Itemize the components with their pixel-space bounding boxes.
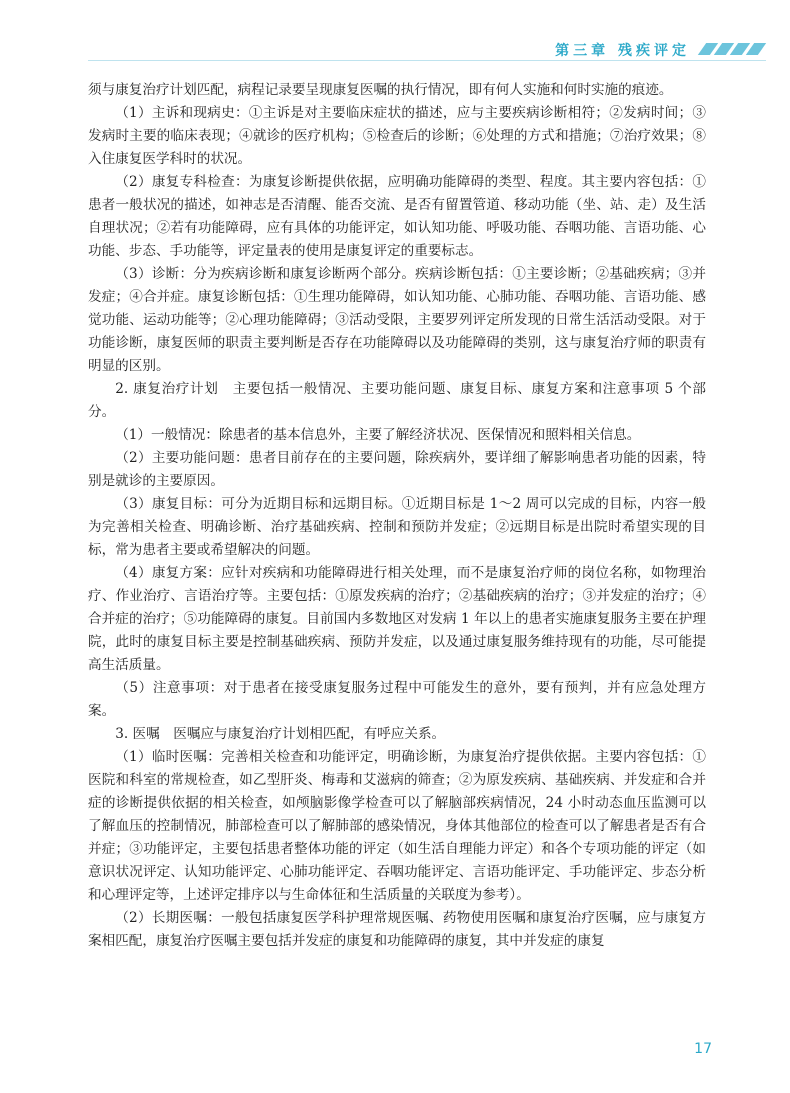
paragraph-1: （1）主诉和现病史：①主诉是对主要临床症状的描述，应与主要疾病诊断相符；②发病时间；③发病时主要的临床表现；④就诊的医疗机构；⑤检查后的诊断；⑥处理的方式和措施；⑦治疗效果；⑧入住康复医学科时的状况。 bbox=[88, 105, 706, 167]
header-divider bbox=[88, 60, 766, 61]
paragraph-4: 2. 康复治疗计划 主要包括一般情况、主要功能问题、康复目标、康复方案和注意事项 5 个部分。 bbox=[88, 381, 706, 420]
paragraph-0: 须与康复治疗计划匹配，病程记录要呈现康复医嘱的执行情况，即有何人实施和何时实施的痕迹。 bbox=[88, 82, 673, 98]
paragraph-2: （2）康复专科检查：为康复诊断提供依据，应明确功能障碍的类型、程度。其主要内容包括：①患者一般状况的描述，如神志是否清醒、能否交流、是否有留置管道、移动功能（坐、站、走）及生活自理状况；②若有功能障碍，应有具体的功能评定，如认知功能、呼吸功能、吞咽功能、言语功能、心功能、步态、手功能等，评定量表的使用是康复评定的重要标志。 bbox=[88, 174, 706, 259]
page-header bbox=[0, 0, 790, 62]
paragraph-7: （3）康复目标：可分为近期目标和远期目标。①近期目标是 1～2 周可以完成的目标，内容一般为完善相关检查、明确诊断、治疗基础疾病、控制和预防并发症；②远期目标是出院时希望实现的目标，常为患者主要或希望解决的问题。 bbox=[88, 496, 706, 558]
paragraph-12: （2）长期医嘱：一般包括康复医学科护理常规医嘱、药物使用医嘱和康复治疗医嘱，应与康复方案相匹配，康复治疗医嘱主要包括并发症的康复和功能障碍的康复，其中并发症的康复 bbox=[88, 910, 706, 949]
paragraph-11: （1）临时医嘱：完善相关检查和功能评定，明确诊断，为康复治疗提供依据。主要内容包括：①医院和科室的常规检查，如乙型肝炎、梅毒和艾滋病的筛查；②为原发疾病、基础疾病、并发症和合并症的诊断提供依据的相关检查，如颅脑影像学检查可以了解脑部疾病情况，24 小时动态血压监测可以了解血压的控制情况，肺部检查可以了解肺部的感染情况，身体其他部位的检查可以了解患者是否有合并症；③功能评定，主要包括患者整体功能的评定（如生活自理能力评定）和各个专项功能的评定（如意识状况评定、认知功能评定、心肺功能评定、吞咽功能评定、言语功能评定、手功能评定、步态分析和心理评定等，上述评定排序以与生命体征和生活质量的关联度为参考）。 bbox=[88, 749, 706, 903]
paragraph-3: （3）诊断：分为疾病诊断和康复诊断两个部分。疾病诊断包括：①主要诊断；②基础疾病；③并发症；④合并症。康复诊断包括：①生理功能障碍，如认知功能、心肺功能、吞咽功能、言语功能、感觉功能、运动功能等；②心理功能障碍；③活动受限，主要罗列评定所发现的日常生活活动受限。对于功能诊断，康复医师的职责主要判断是否存在功能障碍以及功能障碍的类别，这与康复治疗师的职责有明显的区别。 bbox=[88, 266, 706, 374]
chapter-title: 第三章 残疾评定 bbox=[555, 43, 690, 59]
body-text bbox=[88, 79, 706, 953]
paragraph-6: （2）主要功能问题：患者目前存在的主要问题，除疾病外，要详细了解影响患者功能的因素，特别是就诊的主要原因。 bbox=[88, 450, 706, 489]
page-number: 17 bbox=[694, 1041, 712, 1057]
paragraph-9: （5）注意事项：对于患者在接受康复服务过程中可能发生的意外，要有预判，并有应急处理方案。 bbox=[88, 680, 706, 719]
decorative-stripes-icon bbox=[696, 43, 766, 55]
paragraph-8: （4）康复方案：应针对疾病和功能障碍进行相关处理，而不是康复治疗师的岗位名称，如物理治疗、作业治疗、言语治疗等。主要包括：①原发疾病的治疗；②基础疾病的治疗；③并发症的治疗；④合并症的治疗；⑤功能障碍的康复。目前国内多数地区对发病 1 年以上的患者实施康复服务主要在护理院，此时的康复目标主要是控制基础疾病、预防并发症，以及通过康复服务维持现有的功能，尽可能提高生活质量。 bbox=[88, 565, 706, 673]
paragraph-5: （1）一般情况：除患者的基本信息外，主要了解经济状况、医保情况和照料相关信息。 bbox=[115, 427, 641, 443]
paragraph-10: 3. 医嘱 医嘱应与康复治疗计划相匹配，有呼应关系。 bbox=[115, 726, 446, 742]
